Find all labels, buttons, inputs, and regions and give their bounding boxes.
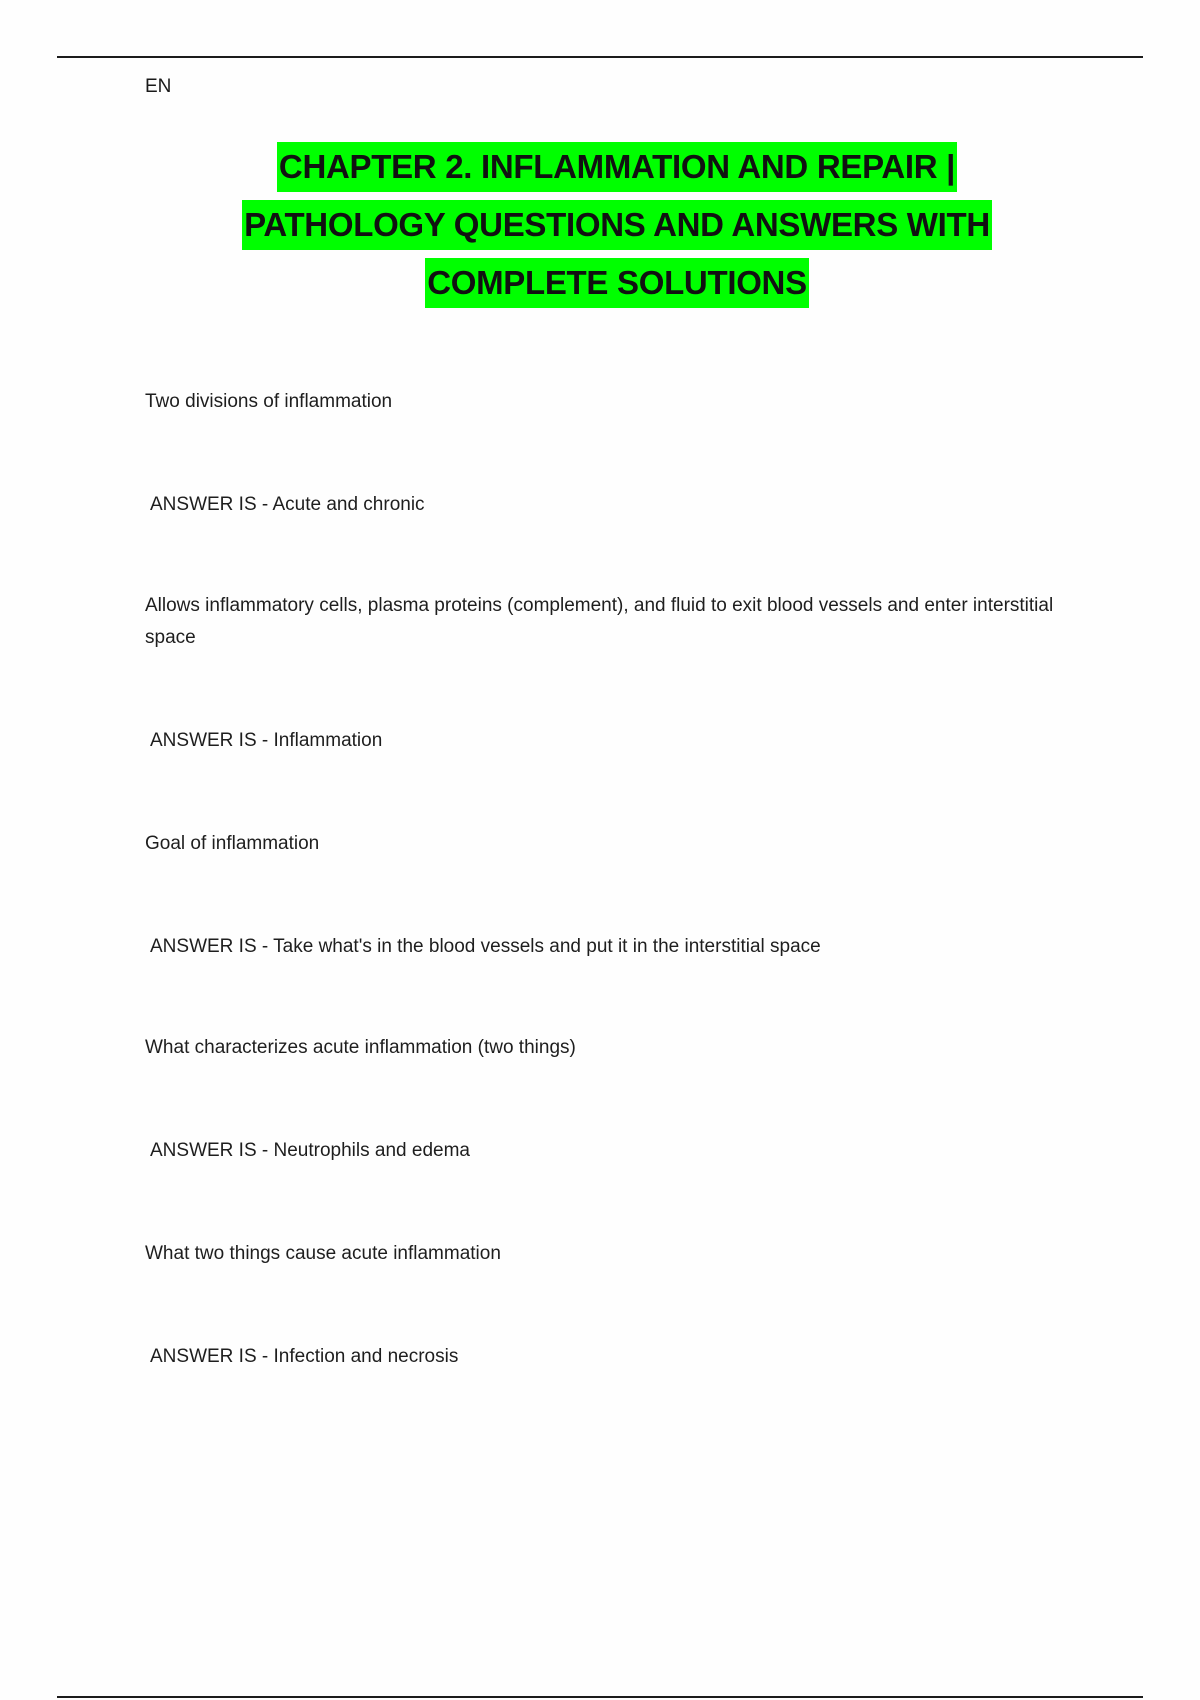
question-2: Allows inflammatory cells, plasma proteins (complement), and fluid to exit blood vessels and enter interstitial space [145,595,1054,648]
answer-1: ANSWER IS - Acute and chronic [150,494,425,515]
title-text-3: COMPLETE SOLUTIONS [425,258,809,308]
title-line-3 [145,258,1089,316]
answer-2: ANSWER IS - Inflammation [150,730,383,751]
answer-4: ANSWER IS - Neutrophils and edema [150,1140,470,1161]
question-1: Two divisions of inflammation [145,391,393,412]
answer-3: ANSWER IS - Take what's in the blood vessels and put it in the interstitial space [150,936,821,957]
title-line-1 [145,142,1089,200]
title-text-1: CHAPTER 2. INFLAMMATION AND REPAIR | [277,142,957,192]
question-3: Goal of inflammation [145,833,320,854]
question-5: What two things cause acute inflammation [145,1243,501,1264]
language-label: EN [145,76,172,97]
document-title [145,142,1089,316]
top-rule [57,56,1143,58]
title-line-2 [145,200,1089,258]
answer-5: ANSWER IS - Infection and necrosis [150,1346,459,1367]
bottom-rule [57,1696,1143,1698]
title-text-2: PATHOLOGY QUESTIONS AND ANSWERS WITH [242,200,992,250]
question-4: What characterizes acute inflammation (two things) [145,1037,576,1058]
